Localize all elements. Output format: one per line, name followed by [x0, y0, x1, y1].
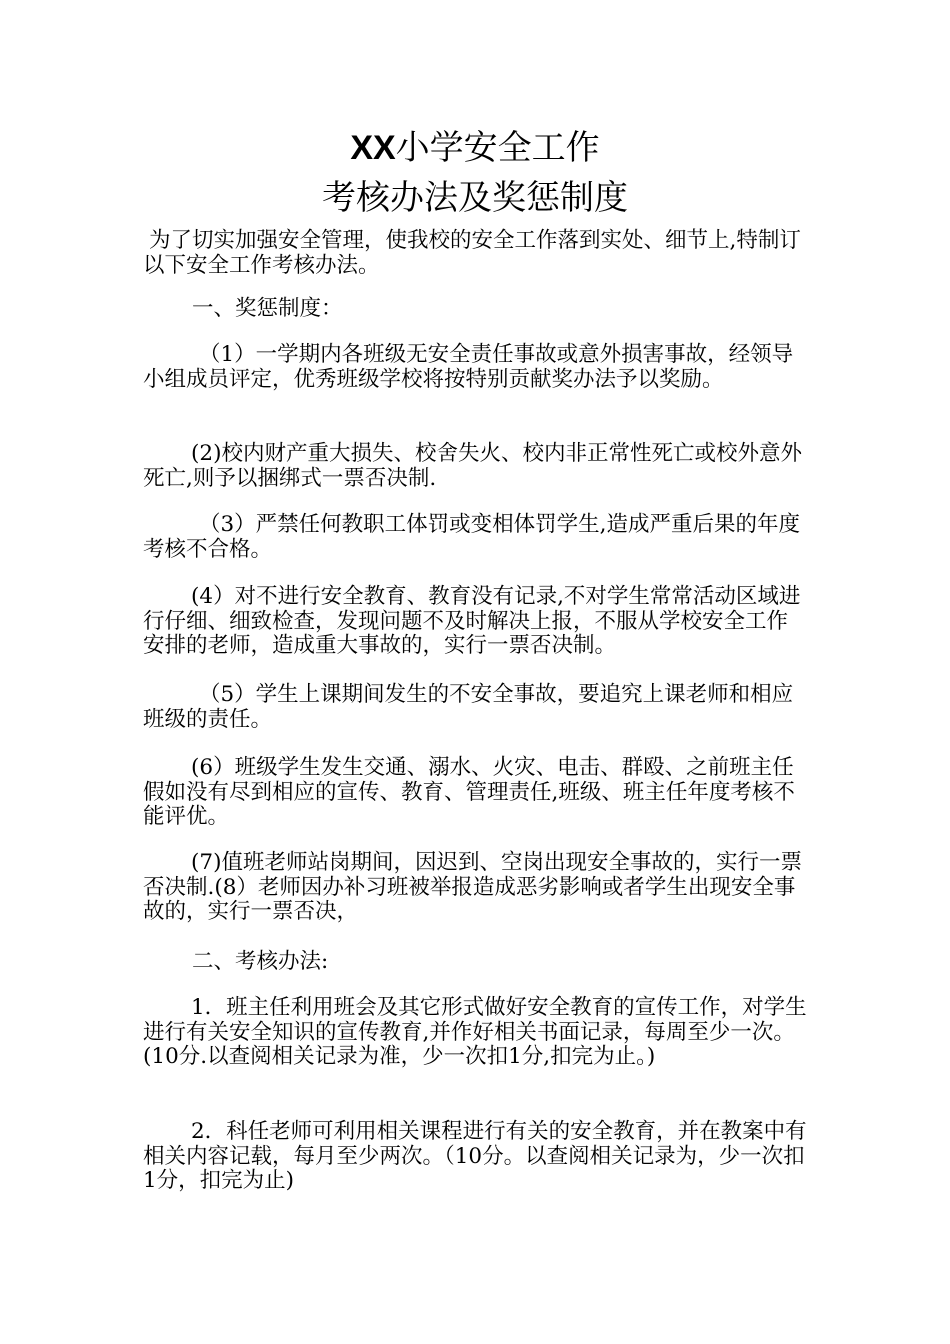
- section1-item-6: (6）班级学生发生交通、溺水、火灾、电击、群殴、之前班主任假如没有尽到相应的宣传、教育、管理责任,班级、班主任年度考核不能评优。: [143, 755, 795, 829]
- section1-item-7: (7)值班老师站岗期间，因迟到、空岗出现安全事故的，实行一票否决制.(8）老师因办补习班被举报造成恶劣影响或者学生出现安全事故的，实行一票否决，: [143, 850, 802, 924]
- section2-item-1: 1．班主任利用班会及其它形式做好安全教育的宣传工作，对学生进行有关安全知识的宣传教育,并作好相关书面记录，每周至少一次。(10分.以查阅相关记录为准，少一次扣1分,扣完为止。): [143, 995, 807, 1069]
- intro-paragraph: 为了切实加强安全管理，使我校的安全工作落到实处、细节上,特制订以下安全工作考核办法。: [143, 228, 801, 278]
- section1-item-4: (4）对不进行安全教育、教育没有记录,不对学生常常活动区域进行仔细、细致检查，发现问题不及时解决上报，不服从学校安全工作安排的老师，造成重大事故的，实行一票否决制。: [143, 584, 801, 658]
- section1-item-2: (2)校内财产重大损失、校舍失火、校内非正常性死亡或校外意外死亡,则予以捆绑式一票否决制.: [143, 441, 802, 491]
- section1-item-3: （3）严禁任何教职工体罚或变相体罚学生,造成严重后果的年度考核不合格。: [143, 512, 801, 562]
- document-title-line2: 考核办法及奖惩制度: [322, 178, 628, 218]
- section1-heading: 一、奖惩制度：: [192, 296, 343, 321]
- title-prefix: XX: [350, 129, 396, 167]
- title-line1-text: 小学安全工作: [395, 128, 600, 168]
- section1-item-1: （1）一学期内各班级无安全责任事故或意外损害事故，经领导小组成员评定，优秀班级学校将按特别贡献奖办法予以奖励。: [143, 342, 794, 392]
- section2-item-2: 2．科任老师可利用相关课程进行有关的安全教育，并在教案中有相关内容记载，每月至少两次。（10分。以查阅相关记录为，少一次扣1分，扣完为止): [143, 1119, 807, 1193]
- section2-heading: 二、考核办法:: [192, 949, 329, 974]
- section1-item-5: （5）学生上课期间发生的不安全事故，要追究上课老师和相应班级的责任。: [143, 682, 794, 732]
- document-title-line1: [0, 128, 950, 168]
